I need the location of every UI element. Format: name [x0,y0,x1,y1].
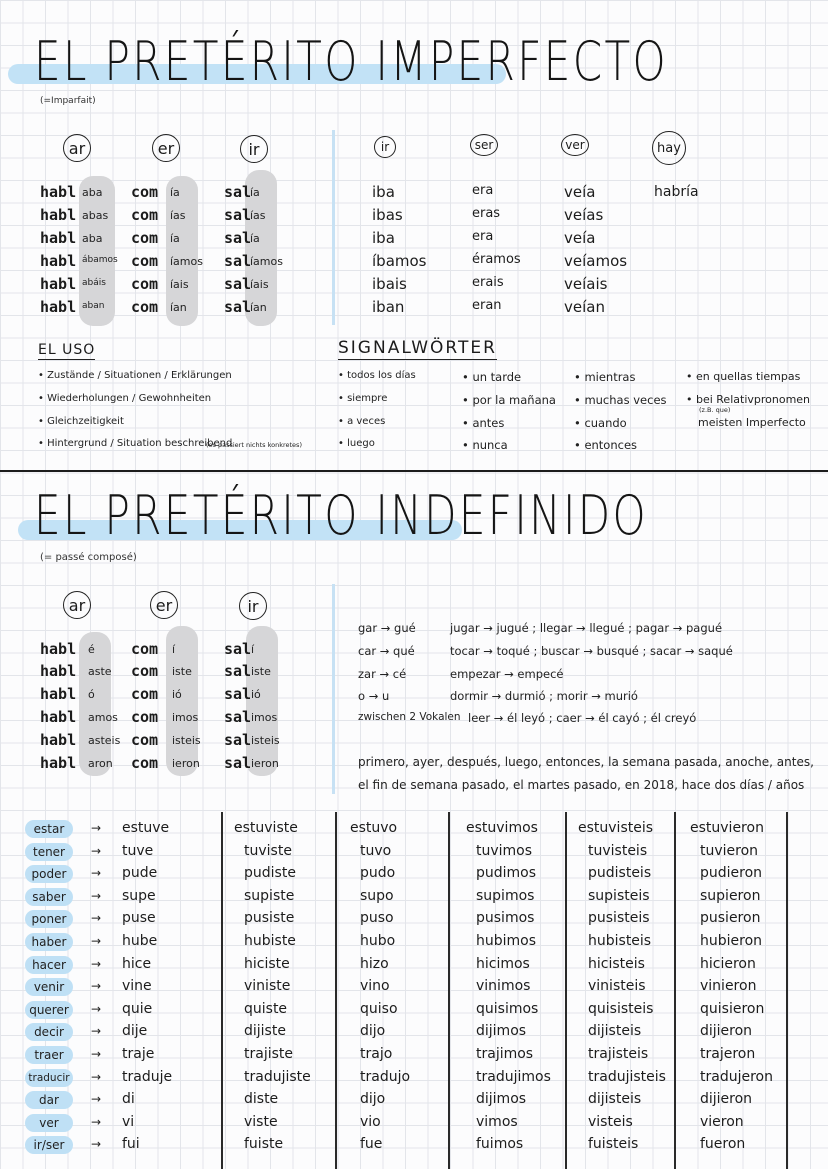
rule-example: empezar → empecé [450,667,564,681]
table-column-line [674,812,676,1169]
signal-word: • entonces [574,438,638,452]
uso-item: • Gleichzeitigkeit [38,416,124,427]
verb-form: trajo [360,1046,393,1062]
verb-form: vi [122,1114,135,1130]
irregular-form: veía [564,183,596,201]
verb-tag: ver [25,1114,73,1132]
arrow-icon: → [91,979,102,993]
verb-form: tuviste [244,843,292,859]
verb-stem: com [131,662,159,680]
verb-form: di [122,1091,135,1107]
irregular-form: ibais [372,275,407,293]
verb-form: pusieron [700,910,761,926]
verb-form: fuimos [476,1136,524,1152]
irregular-ir-circle: ir [374,136,396,158]
verb-form: vio [360,1114,381,1130]
indefinido-title: EL PRETÉRITO INDEFINIDO [34,484,649,547]
verb-stem: habl [40,640,77,658]
signal-word: • antes [462,416,505,430]
verb-form: vieron [700,1114,744,1130]
irregular-form: veíamos [564,252,628,270]
verb-ending: iste [251,665,271,678]
verb-stem: habl [40,685,77,703]
verb-stem: habl [40,298,77,316]
verb-stem: sal [224,275,252,293]
verb-form: supiste [244,888,295,904]
signal-word: • nunca [462,438,508,452]
arrow-icon: → [91,1115,102,1129]
verb-form: tuvisteis [588,843,648,859]
verb-stem: sal [224,754,252,772]
verb-stem: habl [40,662,77,680]
irregular-ver-circle: ver [561,134,589,156]
arrow-icon: → [91,821,102,835]
verb-ending: ía [170,186,180,199]
verb-form: supimos [476,888,535,904]
verb-ending: aba [82,232,103,245]
verb-form: hubisteis [588,933,652,949]
verb-ending: ieron [251,757,279,770]
table-column-line [221,812,223,1169]
verb-form: vino [360,978,390,994]
verb-form: dije [122,1023,148,1039]
rule-pattern: car → qué [358,644,415,658]
verb-tag: ir/ser [25,1136,73,1154]
verb-form: pusisteis [588,910,650,926]
uso-item: • Hintergrund / Situation beschreibend [38,438,233,449]
verb-stem: habl [40,731,77,749]
verb-form: dijimos [476,1091,527,1107]
irregular-form: veía [564,229,596,247]
irregular-form: éramos [472,252,521,267]
verb-form: pusimos [476,910,535,926]
verb-form: estuvieron [690,820,764,836]
table-column-line [565,812,567,1169]
verb-form: estuvo [350,820,398,836]
arrow-icon: → [91,866,102,880]
verb-form: trajeron [700,1046,756,1062]
verb-ending: ieron [172,757,200,770]
arrow-icon: → [91,911,102,925]
indefinido-signal-line: el fin de semana pasado, el martes pasado, en 2018, hace dos días / años [358,778,805,792]
signal-word: • mientras [574,370,636,384]
verb-ending: ió [172,688,182,701]
verb-ending: aste [88,665,112,678]
uso-item: • Zustände / Situationen / Erklärungen [38,370,232,381]
verb-stem: habl [40,708,77,726]
verb-stem: sal [224,183,252,201]
rule-pattern: zwischen 2 Vokalen [358,711,461,723]
signal-word: • todos los días [338,370,416,381]
group-er-circle: er [150,591,178,619]
verb-ending: abas [82,209,109,222]
group-ar-circle: ar [63,591,91,619]
verb-form: dijo [360,1091,386,1107]
verb-form: trajiste [244,1046,293,1062]
verb-form: vine [122,978,152,994]
verb-ending: íamos [170,255,203,268]
verb-ending: íais [170,278,189,291]
verb-stem: habl [40,206,77,224]
verb-stem: sal [224,685,252,703]
verb-form: tuvo [360,843,392,859]
rule-pattern: gar → gué [358,621,416,635]
section-divider [332,584,335,794]
irregular-form: ibas [372,206,403,224]
verb-form: pudo [360,865,396,881]
verb-stem: habl [40,252,77,270]
imperfecto-subtitle: (=Imparfait) [40,96,96,106]
verb-tag: dar [25,1091,73,1109]
verb-stem: com [131,229,159,247]
verb-form: tuve [122,843,154,859]
verb-ending: aba [82,186,103,199]
verb-stem: sal [224,229,252,247]
uso-note: (es passiert nichts konkretes) [206,441,302,449]
verb-stem: com [131,685,159,703]
signal-word: • cuando [574,416,627,430]
arrow-icon: → [91,934,102,948]
group-er-circle: er [152,134,180,162]
section-divider [332,130,335,325]
verb-form: quiso [360,1001,398,1017]
verb-form: estuvisteis [578,820,654,836]
signal-word: • bei Relativpronomen [686,393,811,406]
verb-ending: é [88,643,95,656]
verb-form: hicieron [700,956,756,972]
verb-form: quie [122,1001,153,1017]
arrow-icon: → [91,844,102,858]
rule-pattern: zar → cé [358,667,407,681]
verb-form: pudimos [476,865,537,881]
verb-form: estuvimos [466,820,538,836]
verb-form: supe [122,888,156,904]
signal-word: • por la mañana [462,393,556,407]
irregular-form: veían [564,298,605,316]
signal-word: • a veces [338,416,386,427]
verb-form: hizo [360,956,389,972]
verb-form: dijieron [700,1023,753,1039]
irregular-form: veías [564,206,604,224]
verb-ending: ábamos [82,255,118,265]
signal-word: • luego [338,438,375,449]
verb-ending: ía [170,232,180,245]
imperfecto-title: EL PRETÉRITO IMPERFECTO [34,30,669,93]
verb-form: pusiste [244,910,295,926]
uso-item: • Wiederholungen / Gewohnheiten [38,393,212,404]
table-column-line [448,812,450,1169]
verb-stem: sal [224,662,252,680]
irregular-form: erais [472,275,504,290]
verb-form: hubimos [476,933,537,949]
verb-ending: iste [172,665,192,678]
group-ir-circle: ir [240,135,268,163]
verb-tag: tener [25,843,73,861]
verb-stem: com [131,183,159,201]
verb-tag: estar [25,820,73,838]
verb-form: quisimos [476,1001,539,1017]
indefinido-subtitle: (= passé composé) [40,552,137,563]
verb-form: visteis [588,1114,633,1130]
signal-word: • en quellas tiempas [686,370,801,383]
verb-tag: poder [25,865,73,883]
verb-stem: habl [40,275,77,293]
verb-form: puse [122,910,156,926]
verb-form: vinieron [700,978,757,994]
irregular-form: iba [372,229,395,247]
verb-stem: com [131,275,159,293]
irregular-form: iba [372,183,395,201]
signal-word: • muchas veces [574,393,667,407]
verb-form: viste [244,1114,278,1130]
verb-ending: ó [88,688,95,701]
verb-ending: isteis [251,734,280,747]
verb-form: quisisteis [588,1001,654,1017]
group-ir-circle: ir [239,592,267,620]
arrow-icon: → [91,1092,102,1106]
table-column-line [335,812,337,1169]
signal-word: (z.B. que) [699,406,731,414]
verb-form: hubieron [700,933,763,949]
indefinido-signal-line: primero, ayer, después, luego, entonces, la semana pasada, anoche, antes, [358,755,814,769]
verb-tag: hacer [25,956,73,974]
uso-heading: EL USO [38,342,96,358]
verb-ending: isteis [172,734,201,747]
verb-form: vinisteis [588,978,646,994]
verb-stem: habl [40,754,77,772]
irregular-form: iban [372,298,405,316]
verb-form: tuvieron [700,843,759,859]
verb-form: hube [122,933,158,949]
verb-form: tradujeron [700,1069,773,1085]
verb-form: supieron [700,888,761,904]
verb-form: supo [360,888,394,904]
ar-ending-pill [79,632,111,776]
rule-example: leer → él leyó ; caer → él cayó ; él creyó [468,711,697,725]
verb-form: hicimos [476,956,530,972]
arrow-icon: → [91,1024,102,1038]
verb-ending: ías [170,209,186,222]
rule-example: jugar → jugué ; llegar → llegué ; pagar → pagué [450,621,723,635]
irregular-form: eras [472,206,501,221]
verb-form: dijisteis [588,1023,642,1039]
verb-ending: í [172,643,176,656]
verb-stem: sal [224,731,252,749]
verb-ending: ías [250,209,266,222]
verb-ending: asteis [88,734,121,747]
verb-form: tradujimos [476,1069,551,1085]
arrow-icon: → [91,1002,102,1016]
verb-form: quiste [244,1001,288,1017]
rule-example: tocar → toqué ; buscar → busqué ; sacar → saqué [450,644,733,658]
verb-form: hice [122,956,152,972]
verb-form: pudisteis [588,865,652,881]
verb-tag: traducir [25,1069,73,1087]
verb-form: dijimos [476,1023,527,1039]
verb-tag: haber [25,933,73,951]
verb-tag: venir [25,978,73,996]
verb-form: trajisteis [588,1046,649,1062]
verb-form: tuvimos [476,843,533,859]
verb-stem: com [131,252,159,270]
verb-ending: ía [250,232,260,245]
verb-stem: sal [224,206,252,224]
signal-word: meisten Imperfecto [698,416,806,429]
verb-form: pudieron [700,865,763,881]
arrow-icon: → [91,1137,102,1151]
verb-form: vinimos [476,978,531,994]
verb-form: trajimos [476,1046,534,1062]
rule-example: dormir → durmió ; morir → murió [450,689,638,703]
signal-word: • siempre [338,393,388,404]
irregular-form: veíais [564,275,608,293]
irregular-form: era [472,229,494,244]
verb-stem: com [131,731,159,749]
verb-ending: íamos [250,255,283,268]
verb-form: fueron [700,1136,746,1152]
verb-tag: traer [25,1046,73,1064]
verb-stem: com [131,206,159,224]
irregular-hay-circle: hay [652,131,686,165]
verb-ending: aron [88,757,113,770]
verb-form: supisteis [588,888,650,904]
verb-ending: aban [82,301,105,311]
verb-stem: habl [40,183,77,201]
signal-heading: SIGNALWÖRTER [338,338,497,358]
verb-form: fuisteis [588,1136,639,1152]
verb-form: estuviste [234,820,298,836]
verb-ending: í [251,643,255,656]
verb-form: pudiste [244,865,296,881]
verb-ending: imos [251,711,278,724]
arrow-icon: → [91,1047,102,1061]
verb-form: hiciste [244,956,290,972]
verb-stem: sal [224,252,252,270]
verb-form: hicisteis [588,956,645,972]
verb-ending: íais [250,278,269,291]
verb-ending: imos [172,711,199,724]
irregular-form: habría [654,184,699,200]
rule-pattern: o → u [358,689,390,703]
verb-form: tradujisteis [588,1069,666,1085]
verb-form: dijiste [244,1023,286,1039]
verb-form: hubo [360,933,396,949]
verb-form: pude [122,865,158,881]
verb-form: hubiste [244,933,296,949]
verb-form: diste [244,1091,279,1107]
verb-form: quisieron [700,1001,765,1017]
verb-form: fue [360,1136,383,1152]
verb-form: dijieron [700,1091,753,1107]
section-separator [0,470,828,472]
arrow-icon: → [91,889,102,903]
verb-form: tradujiste [244,1069,311,1085]
verb-stem: sal [224,708,252,726]
verb-ending: ía [250,186,260,199]
verb-form: vimos [476,1114,518,1130]
verb-stem: com [131,640,159,658]
verb-form: dijisteis [588,1091,642,1107]
table-column-line [786,812,788,1169]
signal-word: • un tarde [462,370,522,384]
verb-form: fuiste [244,1136,284,1152]
verb-ending: ían [170,301,187,314]
verb-stem: habl [40,229,77,247]
verb-ending: amos [88,711,118,724]
verb-form: estuve [122,820,170,836]
verb-ending: ió [251,688,261,701]
verb-ending: ían [250,301,267,314]
irregular-ser-circle: ser [470,134,498,156]
verb-form: viniste [244,978,291,994]
verb-form: traduje [122,1069,173,1085]
verb-form: fui [122,1136,140,1152]
verb-tag: saber [25,888,73,906]
verb-stem: com [131,708,159,726]
verb-form: traje [122,1046,155,1062]
verb-form: dijo [360,1023,386,1039]
irregular-form: íbamos [372,252,427,270]
verb-ending: abáis [82,278,106,288]
verb-stem: com [131,754,159,772]
verb-form: tradujo [360,1069,411,1085]
irregular-form: era [472,183,494,198]
verb-tag: poner [25,910,73,928]
verb-stem: sal [224,640,252,658]
er-ending-pill [166,626,198,776]
verb-stem: com [131,298,159,316]
group-ar-circle: ar [63,134,91,162]
irregular-form: eran [472,298,502,313]
arrow-icon: → [91,957,102,971]
verb-form: puso [360,910,394,926]
verb-tag: querer [25,1001,73,1019]
verb-stem: sal [224,298,252,316]
arrow-icon: → [91,1070,102,1084]
verb-tag: decir [25,1023,73,1041]
